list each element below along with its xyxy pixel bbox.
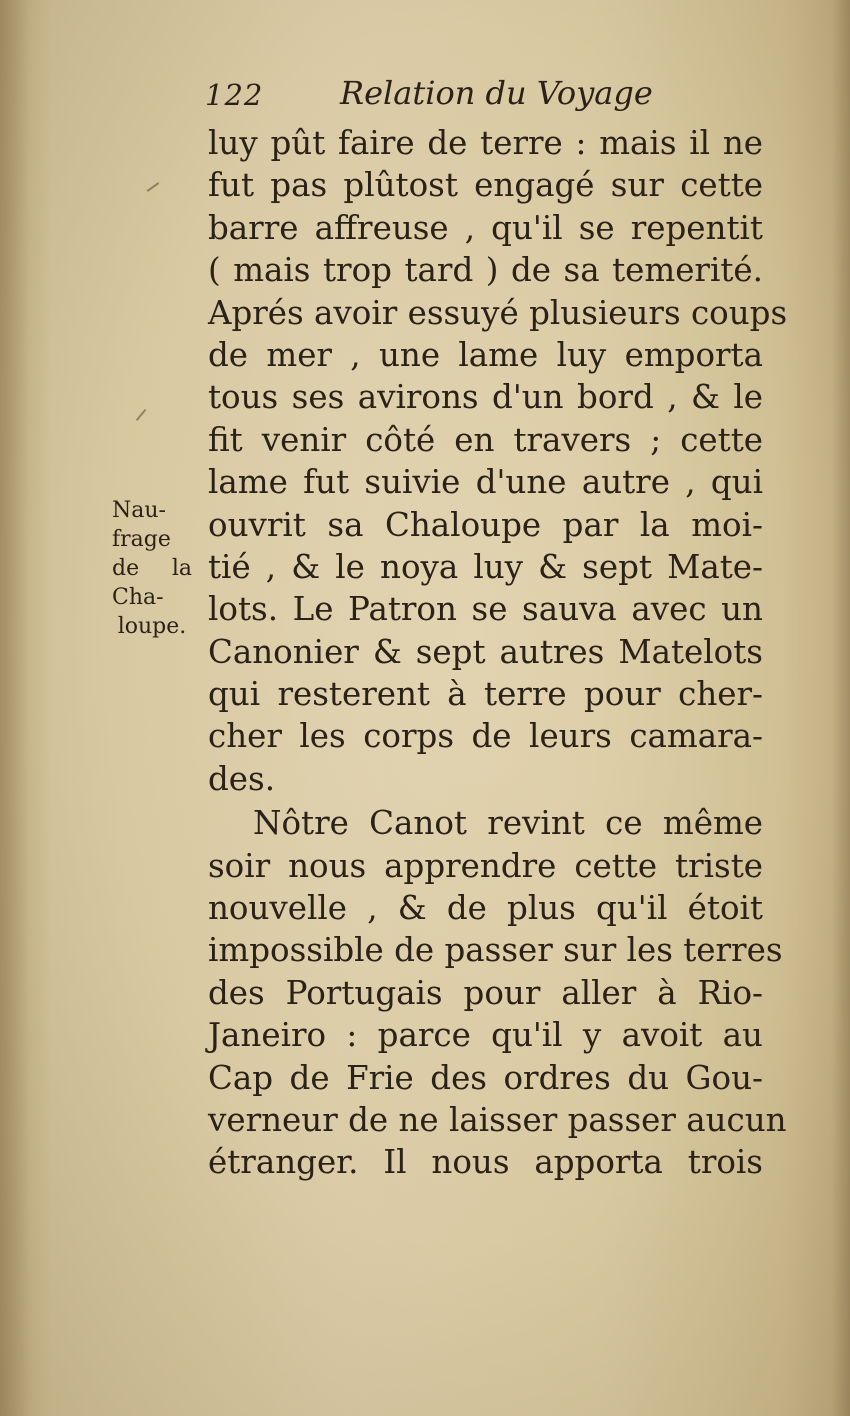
text-line: cher les corps de leurs camara-	[208, 717, 763, 756]
text-line: nouvelle , & de plus qu'il étoit	[208, 889, 763, 928]
margin-note-line: de la	[112, 556, 192, 581]
margin-note	[112, 496, 192, 641]
body-text	[208, 122, 788, 1184]
text-line: de mer , une lame luy emporta	[208, 335, 763, 374]
text-line: Janeiro : parce qu'il y avoit au	[208, 1016, 763, 1055]
text-line: des.	[208, 759, 276, 798]
text-line: qui resterent à terre pour cher-	[208, 675, 763, 714]
page-edge-shadow-left	[0, 0, 30, 1416]
text-line: Aprés avoir essuyé plusieurs coups	[208, 293, 788, 332]
margin-note-line: Nau-	[112, 498, 166, 523]
ink-speck	[147, 182, 160, 192]
text-line: lots. Le Patron se sauva avec un	[208, 590, 763, 629]
text-line: Cap de Frie des ordres du Gou-	[208, 1058, 763, 1097]
page-edge-shadow-right	[832, 0, 850, 1416]
margin-note-line: loupe.	[117, 614, 187, 639]
text-line: ( mais trop tard ) de sa temerité.	[208, 251, 763, 290]
text-line: tous ses avirons d'un bord , & le	[208, 378, 763, 417]
text-line: luy pût faire de terre : mais il ne	[208, 124, 763, 162]
margin-note-line: Cha-	[112, 585, 164, 610]
text-line: soir nous apprendre cette triste	[208, 846, 763, 885]
text-line: impossible de passer sur les terres	[208, 931, 783, 970]
text-line: Nôtre Canot revint ce même	[253, 804, 763, 843]
margin-note-line: frage	[112, 527, 171, 552]
text-line: lame fut suivie d'une autre , qui	[208, 463, 763, 502]
text-line: tié , & le noya luy & sept Mate-	[208, 547, 763, 586]
text-line: des Portugais pour aller à Rio-	[208, 973, 763, 1012]
text-line: ouvrit sa Chaloupe par la moi-	[208, 505, 763, 544]
text-line: Canonier & sept autres Matelots	[208, 632, 763, 671]
page-number: 122	[205, 78, 264, 112]
running-head	[205, 74, 653, 120]
text-line: verneur de ne laisser passer aucun	[208, 1100, 787, 1139]
text-line: étranger. Il nous apporta trois	[208, 1143, 763, 1182]
running-title: Relation du Voyage	[340, 74, 653, 112]
text-line: fit venir côté en travers ; cette	[208, 420, 763, 459]
text-line: fut pas plûtost engagé sur cette	[208, 166, 763, 205]
text-line: barre affreuse , qu'il se repentit	[208, 208, 763, 247]
ink-speck	[136, 409, 147, 421]
